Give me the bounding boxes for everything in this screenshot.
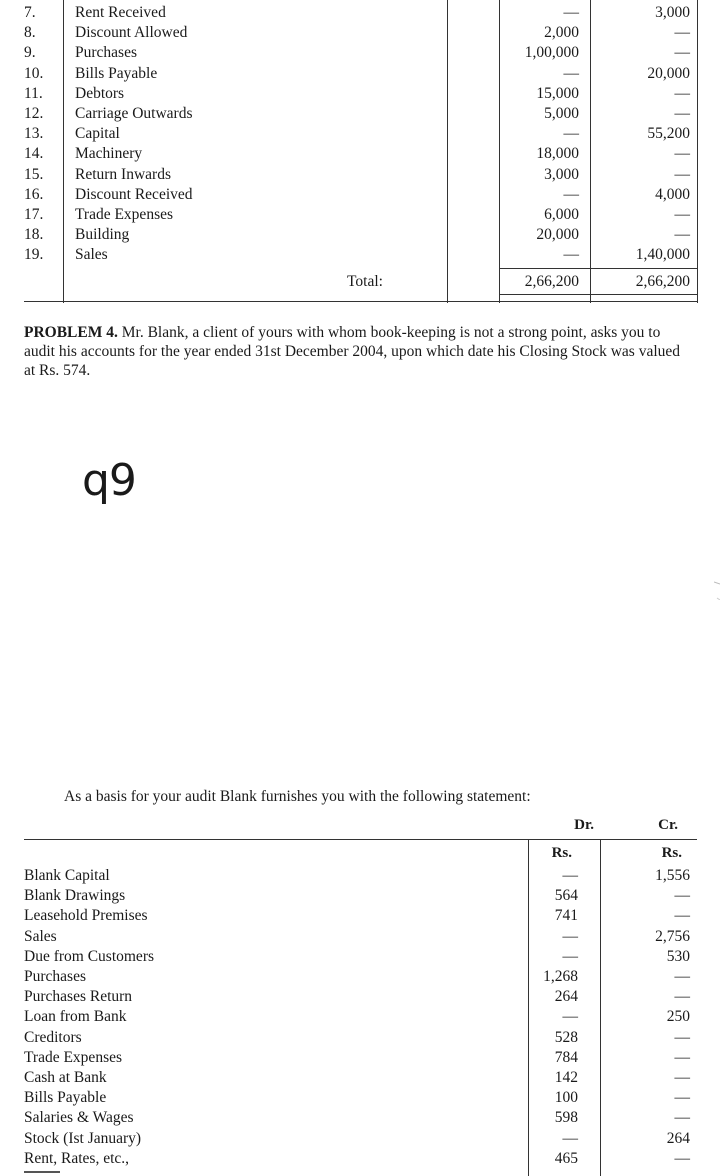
- statement-dr-amount: —: [562, 947, 578, 965]
- row-dr-amount: —: [563, 185, 579, 203]
- col-rule-1: [63, 0, 64, 303]
- row-dr-amount: 18,000: [536, 145, 579, 163]
- statement-intro: As a basis for your audit Blank furnishes you with the following statement:: [64, 788, 531, 805]
- statement-dr-amount: 142: [554, 1069, 578, 1086]
- statement-cr-amount: —: [674, 1149, 690, 1167]
- statement-dr-amount: 264: [554, 988, 578, 1006]
- row-account-name: Machinery: [75, 145, 143, 163]
- statement-dr-amount: 100: [554, 1089, 578, 1107]
- row-number: 12.: [24, 105, 44, 122]
- statement-dr-amount: 598: [554, 1109, 578, 1127]
- statement-cr-amount: 250: [666, 1008, 690, 1026]
- dr-header: Dr.: [574, 817, 594, 833]
- statement-account-name: Trade Expenses: [24, 1048, 123, 1066]
- total-label: Total:: [347, 273, 383, 290]
- statement-cr-amount: —: [674, 988, 690, 1006]
- row-account-name: Bills Payable: [75, 64, 158, 82]
- row-account-name: Return Inwards: [75, 165, 171, 183]
- problem-paragraph: [24, 323, 694, 380]
- statement-account-name: Cash at Bank: [24, 1069, 107, 1086]
- row-number: 8.: [24, 24, 36, 42]
- statement-account-name: Purchases: [24, 968, 86, 985]
- col-rule-2: [447, 0, 448, 303]
- row-number: 18.: [24, 226, 44, 244]
- row-account-name: Purchases: [75, 44, 137, 62]
- cr-header: Cr.: [658, 817, 678, 833]
- statement-dr-amount: 784: [554, 1048, 578, 1066]
- statement-account-name: Blank Capital: [24, 867, 110, 884]
- cr-unit: Rs.: [661, 845, 682, 861]
- statement-cr-amount: —: [674, 968, 690, 985]
- statement-cr-amount: —: [674, 887, 690, 905]
- statement-dr-amount: —: [562, 1008, 578, 1026]
- dr-unit: Rs.: [551, 845, 572, 861]
- statement-account-name: Creditors: [24, 1028, 82, 1046]
- statement-account-name: Leasehold Premises: [24, 907, 148, 925]
- row-dr-amount: 5,000: [544, 105, 579, 122]
- row-cr-amount: 1,40,000: [635, 246, 690, 264]
- row-cr-amount: 20,000: [647, 64, 690, 82]
- row-account-name: Discount Received: [75, 185, 193, 203]
- row-dr-amount: 1,00,000: [524, 44, 579, 62]
- statement-dr-amount: —: [562, 1129, 578, 1147]
- row-cr-amount: —: [674, 145, 690, 163]
- statement-account-name: Due from Customers: [24, 947, 155, 965]
- row-account-name: Capital: [75, 125, 120, 143]
- total-bottom-rule: [499, 294, 697, 295]
- row-number: 9.: [24, 44, 36, 62]
- row-cr-amount: 4,000: [655, 185, 690, 203]
- row-cr-amount: 55,200: [647, 125, 690, 143]
- row-dr-amount: 2,000: [544, 24, 579, 42]
- total-dr: 2,66,200: [524, 273, 579, 290]
- row-number: 7.: [24, 4, 36, 21]
- row-number: 15.: [24, 165, 44, 183]
- row-account-name: Building: [75, 226, 130, 244]
- row-number: 17.: [24, 206, 44, 223]
- statement-top-rule: [24, 839, 697, 840]
- row-cr-amount: —: [674, 206, 690, 223]
- statement-cr-amount: 530: [666, 947, 690, 965]
- row-number: 11.: [24, 84, 43, 102]
- col-rule-5: [697, 0, 698, 303]
- row-dr-amount: 6,000: [544, 206, 579, 223]
- row-number: 19.: [24, 246, 44, 264]
- statement-account-name: Salaries & Wages: [24, 1109, 134, 1127]
- row-account-name: Debtors: [75, 84, 125, 102]
- row-cr-amount: —: [674, 24, 690, 42]
- statement-dr-amount: 741: [554, 907, 578, 925]
- row-cr-amount: —: [674, 165, 690, 183]
- row-cr-amount: —: [674, 226, 690, 244]
- row-cr-amount: 3,000: [655, 4, 690, 21]
- row-dr-amount: —: [563, 4, 579, 21]
- statement-cr-amount: —: [674, 1089, 690, 1107]
- statement-cr-amount: —: [674, 1069, 690, 1086]
- statement-dr-amount: —: [562, 927, 578, 945]
- row-dr-amount: 3,000: [544, 165, 579, 183]
- statement-dr-amount: —: [562, 867, 578, 884]
- total-cr: 2,66,200: [635, 273, 690, 290]
- statement-cr-amount: 264: [666, 1129, 690, 1147]
- row-number: 10.: [24, 64, 44, 82]
- statement-account-name: Loan from Bank: [24, 1008, 127, 1026]
- problem-heading: PROBLEM 4.: [24, 324, 118, 341]
- statement-cr-amount: —: [674, 1028, 690, 1046]
- row-account-name: Carriage Outwards: [75, 105, 193, 122]
- row-cr-amount: —: [674, 44, 690, 62]
- statement-account-name: Stock (Ist January): [24, 1129, 142, 1147]
- cut-off-row: [24, 1171, 74, 1176]
- statement-cr-amount: 2,756: [655, 927, 690, 945]
- row-number: 16.: [24, 185, 44, 203]
- row-number: 13.: [24, 125, 44, 143]
- statement-dr-amount: 1,268: [543, 968, 578, 985]
- statement-cr-amount: —: [674, 1109, 690, 1127]
- statement-cr-amount: 1,556: [655, 867, 690, 884]
- statement-dr-amount: 564: [554, 887, 578, 905]
- row-account-name: Rent Received: [75, 4, 166, 21]
- row-cr-amount: —: [674, 84, 690, 102]
- row-dr-amount: —: [563, 64, 579, 82]
- total-top-rule: [499, 268, 697, 269]
- statement-dr-amount: 528: [554, 1028, 578, 1046]
- statement-cr-amount: —: [674, 907, 690, 925]
- row-dr-amount: —: [563, 125, 579, 143]
- statement-dr-amount: 465: [554, 1149, 578, 1167]
- statement-cr-amount: —: [674, 1048, 690, 1066]
- row-cr-amount: —: [674, 105, 690, 122]
- statement-account-name: Blank Drawings: [24, 887, 126, 905]
- row-dr-amount: 15,000: [536, 84, 579, 102]
- row-dr-amount: —: [563, 246, 579, 264]
- statement-account-name: Purchases Return: [24, 988, 133, 1006]
- row-account-name: Trade Expenses: [75, 206, 174, 223]
- statement-account-name: Bills Payable: [24, 1089, 107, 1107]
- row-account-name: Discount Allowed: [75, 24, 188, 42]
- handwritten-note: q9: [82, 455, 136, 506]
- row-number: 14.: [24, 145, 44, 163]
- statement-account-name: Sales: [24, 927, 57, 945]
- row-account-name: Sales: [75, 246, 108, 264]
- table-bottom-rule: [24, 301, 697, 302]
- edge-mark: [714, 580, 720, 600]
- row-dr-amount: 20,000: [536, 226, 579, 244]
- statement-account-name: Rent, Rates, etc.,: [24, 1149, 130, 1167]
- problem-text: Mr. Blank, a client of yours with whom book-keeping is not a strong point, asks you to audit his accounts for the year ended 31st December 2004, upon which date his Closing Stock was valued at Rs. 574.: [24, 324, 681, 379]
